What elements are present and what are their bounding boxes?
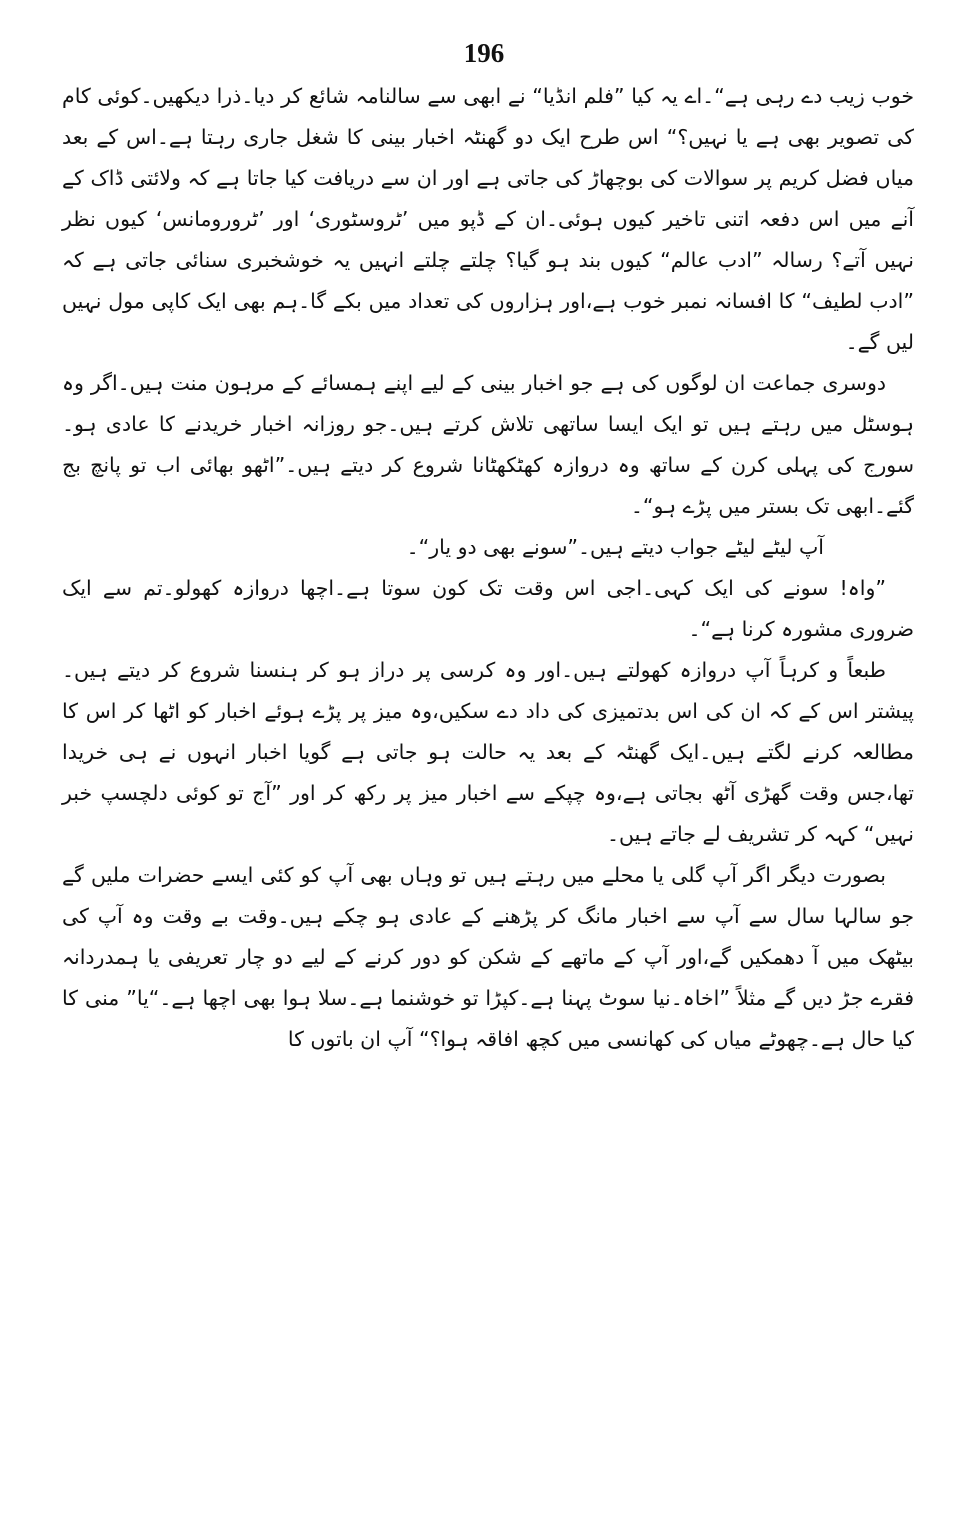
paragraph-1: خوب زیب دے رہی ہے“۔اے یہ کیا ”فلم انڈیا“ نے ابھی سے سالنامہ شائع کر دیا۔ذرا دیکھیں۔کوئی کام کی تصویر بھی ہے یا نہیں؟“ اس طرح ایک دو گھنٹہ اخبار بینی کا شغل جاری رہتا ہے۔اس کے بعد میاں فضل کریم پر سوالات کی بوچھاڑ کی جاتی ہے اور ان سے دریافت کیا جاتا ہے کہ ولائتی ڈاک کے آنے میں اس دفعہ اتنی تاخیر کیوں ہوئی۔ان کے ڈپو میں ’ٹروسٹوری‘ اور ’ٹرورومانس‘ کیوں نظر نہیں آتے؟ رسالہ ”ادب عالم“ کیوں بند ہو گیا؟ چلتے چلتے انہیں یہ خوشخبری سنائی جاتی ہے کہ ”ادب لطیف“ کا افسانہ نمبر خوب ہے،اور ہزاروں کی تعداد میں بکے گا۔ہم بھی ایک کاپی مول نہیں لیں گے۔ (62, 84, 914, 354)
paragraph-2: دوسری جماعت ان لوگوں کی ہے جو اخبار بینی کے لیے اپنے ہمسائے کے مرہون منت ہیں۔اگر وہ ہوسٹل میں رہتے ہیں تو ایک ایسا ساتھی تلاش کرتے ہیں۔جو روزانہ اخبار خریدنے کا عادی ہو۔سورج کی پہلی کرن کے ساتھ وہ دروازہ کھٹکھٹانا شروع کر دیتے ہیں۔”اٹھو بھائی اب تو پانچ بج گئے۔ابھی تک بستر میں پڑے ہو“۔ (62, 371, 914, 518)
paragraph-4: ”واہ! سونے کی ایک کہی۔اجی اس وقت تک کون سوتا ہے۔اچھا دروازہ کھولو۔تم سے ایک ضروری مشورہ کرنا ہے“۔ (62, 576, 914, 641)
paragraph-3: آپ لیٹے لیٹے جواب دیتے ہیں۔”سونے بھی دو یار“۔ (406, 535, 824, 559)
paragraph-5: طبعاً و کرہاً آپ دروازہ کھولتے ہیں۔اور وہ کرسی پر دراز ہو کر ہنسنا شروع کر دیتے ہیں۔پیشتر اس کے کہ ان کی اس بدتمیزی کی داد دے سکیں،وہ میز پر پڑے ہوئے اخبار کو اٹھا کر اس کا مطالعہ کرنے لگتے ہیں۔ایک گھنٹہ کے بعد یہ حالت ہو جاتی ہے گویا اخبار انہوں نے ہی خریدا تھا،جس وقت گھڑی آٹھ بجاتی ہے،وہ چپکے سے اخبار میز پر رکھ کر اور ”آج تو کوئی دلچسپ خبر نہیں“ کہہ کر تشریف لے جاتے ہیں۔ (62, 658, 914, 846)
paragraph-6: بصورت دیگر اگر آپ گلی یا محلے میں رہتے ہیں تو وہاں بھی آپ کو کئی ایسے حضرات ملیں گے جو سالہا سال سے آپ سے اخبار مانگ کر پڑھنے کے عادی ہو چکے ہیں۔وقت بے وقت وہ آپ کی بیٹھک میں آ دھمکیں گے،اور آپ کے ماتھے کے شکن کو دور کرنے کے لیے دو چار تعریفی یا ہمدردانہ فقرے جڑ دیں گے مثلاً ”اخاہ۔نیا سوٹ پہنا ہے۔کپڑا تو خوشنما ہے۔سلا ہوا بھی اچھا ہے۔“یا” منی کا کیا حال ہے۔چھوٹے میاں کی کھانسی میں کچھ افاقہ ہوا؟“ آپ ان باتوں کا (62, 863, 914, 1051)
page-number: 196 (463, 38, 505, 68)
body-text (62, 76, 914, 1060)
